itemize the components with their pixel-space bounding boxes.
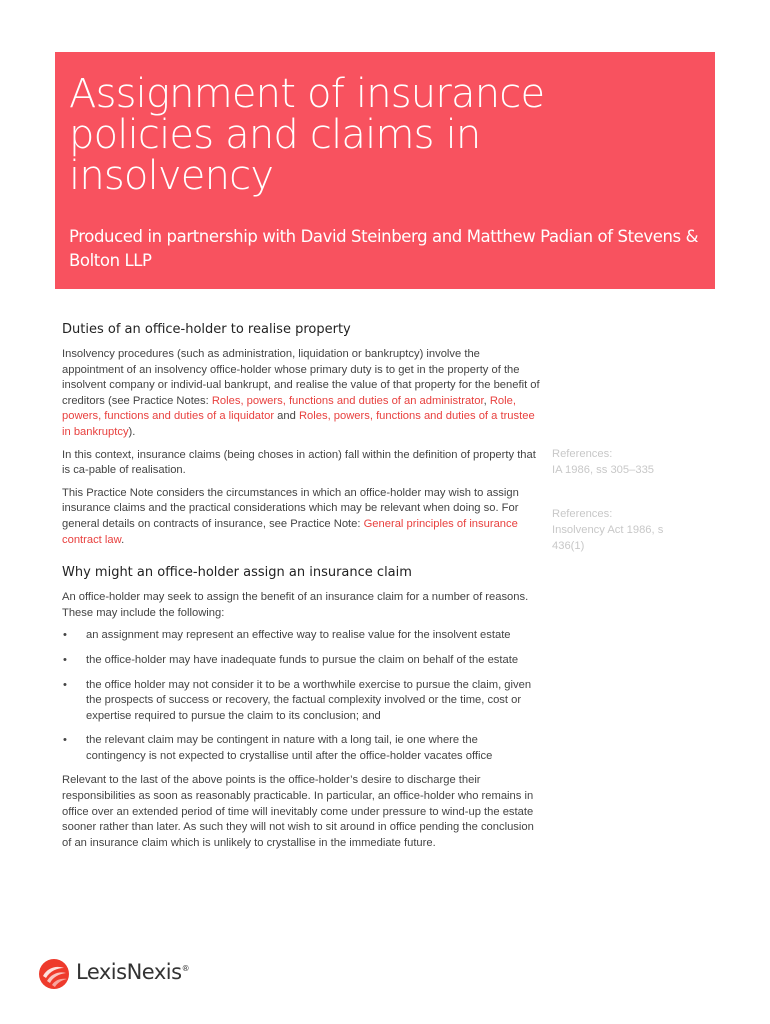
bullet-icon: • [63, 629, 67, 642]
brand-name [76, 960, 189, 984]
paragraph-text: This Practice Note considers the circumstances in which an office-holder may wish to assign insurance claims and the practical considerations which may be relevant when doing so. For general details on contracts of insurance, see Practice Note: [62, 486, 519, 530]
link-roles-trustee[interactable]: Roles, powers, functions and duties of a trustee in bankruptcy [62, 410, 535, 438]
reference-label: References: [552, 508, 613, 520]
page-title: Assignment of insurance policies and claims in insolvency [69, 71, 545, 199]
link-general-principles[interactable]: General principles of insurance contract law [62, 517, 518, 546]
list-item [62, 653, 540, 669]
list-item [62, 733, 540, 764]
paragraph-end: . [121, 533, 125, 546]
bullet-icon: • [63, 734, 67, 747]
list-item [62, 628, 540, 644]
paragraph-closing: Relevant to the last of the above points is the office-holder’s desire to discharge their responsibilities as soon as reasonably practicable. In particular, an office-holder who remains in office over an extended period of time will inevitably come under pressure to wind-up the estate sooner rather than later. As such they will not wish to sit around in office pending the conclusion of an insurance claim which is unlikely to crystallise in the immediate future. [62, 774, 534, 849]
bullet-icon: • [63, 678, 67, 691]
link-role-liquidator[interactable]: Role, powers, functions and duties of a liquidator [62, 394, 516, 423]
conjunction-text: and [274, 410, 299, 423]
registered-mark: ® [181, 964, 190, 973]
bullet-icon: • [63, 653, 67, 666]
list-item-text: an assignment may represent an effective way to realise value for the insolvent estate [86, 629, 511, 642]
paragraph-text: Insolvency procedures (such as administration, liquidation or bankruptcy) involve the appointment of an insolvency office-holder whose primary duty is to get in the property of the insolvent company or individ-ual bankrupt, and realise the value of that property for the benefit of creditors (see Practice Notes: [62, 348, 540, 407]
lexisnexis-logo [38, 958, 218, 990]
page-subtitle: Produced in partnership with David Steinberg and Matthew Padian of Stevens & Bolton LLP [69, 227, 699, 270]
paragraph-reasons-intro: An office-holder may seek to assign the benefit of an insurance claim for a number of reasons. These may include the following: [62, 591, 529, 619]
separator-text: , [483, 394, 490, 407]
reference-label: References: [552, 448, 613, 460]
paragraph-choses: In this context, insurance claims (being choses in action) fall within the definition of property that is ca-pable of realisation. [62, 448, 536, 477]
list-item-text: the office holder may not consider it to be a worthwhile exercise to pursue the claim, given the prospects of success or recovery, the factual complexity involved or the time, cost or expertise required to pursue the claim to its conclusion; and [86, 678, 532, 722]
reference-note-1 [552, 446, 692, 478]
main-content [62, 320, 540, 858]
lexisnexis-logo-icon [38, 958, 70, 990]
link-roles-administrator[interactable]: Roles, powers, functions and duties of an administrator [211, 394, 484, 407]
reference-text: Insolvency Act 1986, s 436(1) [552, 524, 664, 552]
paragraph-end: ). [128, 425, 136, 438]
list-item [62, 678, 540, 725]
reasons-list [62, 628, 540, 764]
list-item-text: the office-holder may have inadequate funds to pursue the claim on behalf of the estate [86, 653, 519, 666]
reference-note-2 [552, 506, 692, 554]
section-heading-duties: Duties of an office-holder to realise property [62, 322, 351, 337]
paragraph-practice-note [62, 486, 540, 548]
brand-name-text: LexisNexis [76, 960, 182, 984]
section-heading-why-assign: Why might an office-holder assign an insurance claim [62, 565, 412, 581]
list-item-text: the relevant claim may be contingent in nature with a long tail, ie one where the contingency is not expected to crystallise until after the office-holder vacates office [86, 734, 493, 762]
paragraph-duties [62, 347, 540, 441]
reference-text: IA 1986, ss 305–335 [552, 464, 655, 476]
title-banner [55, 52, 715, 289]
